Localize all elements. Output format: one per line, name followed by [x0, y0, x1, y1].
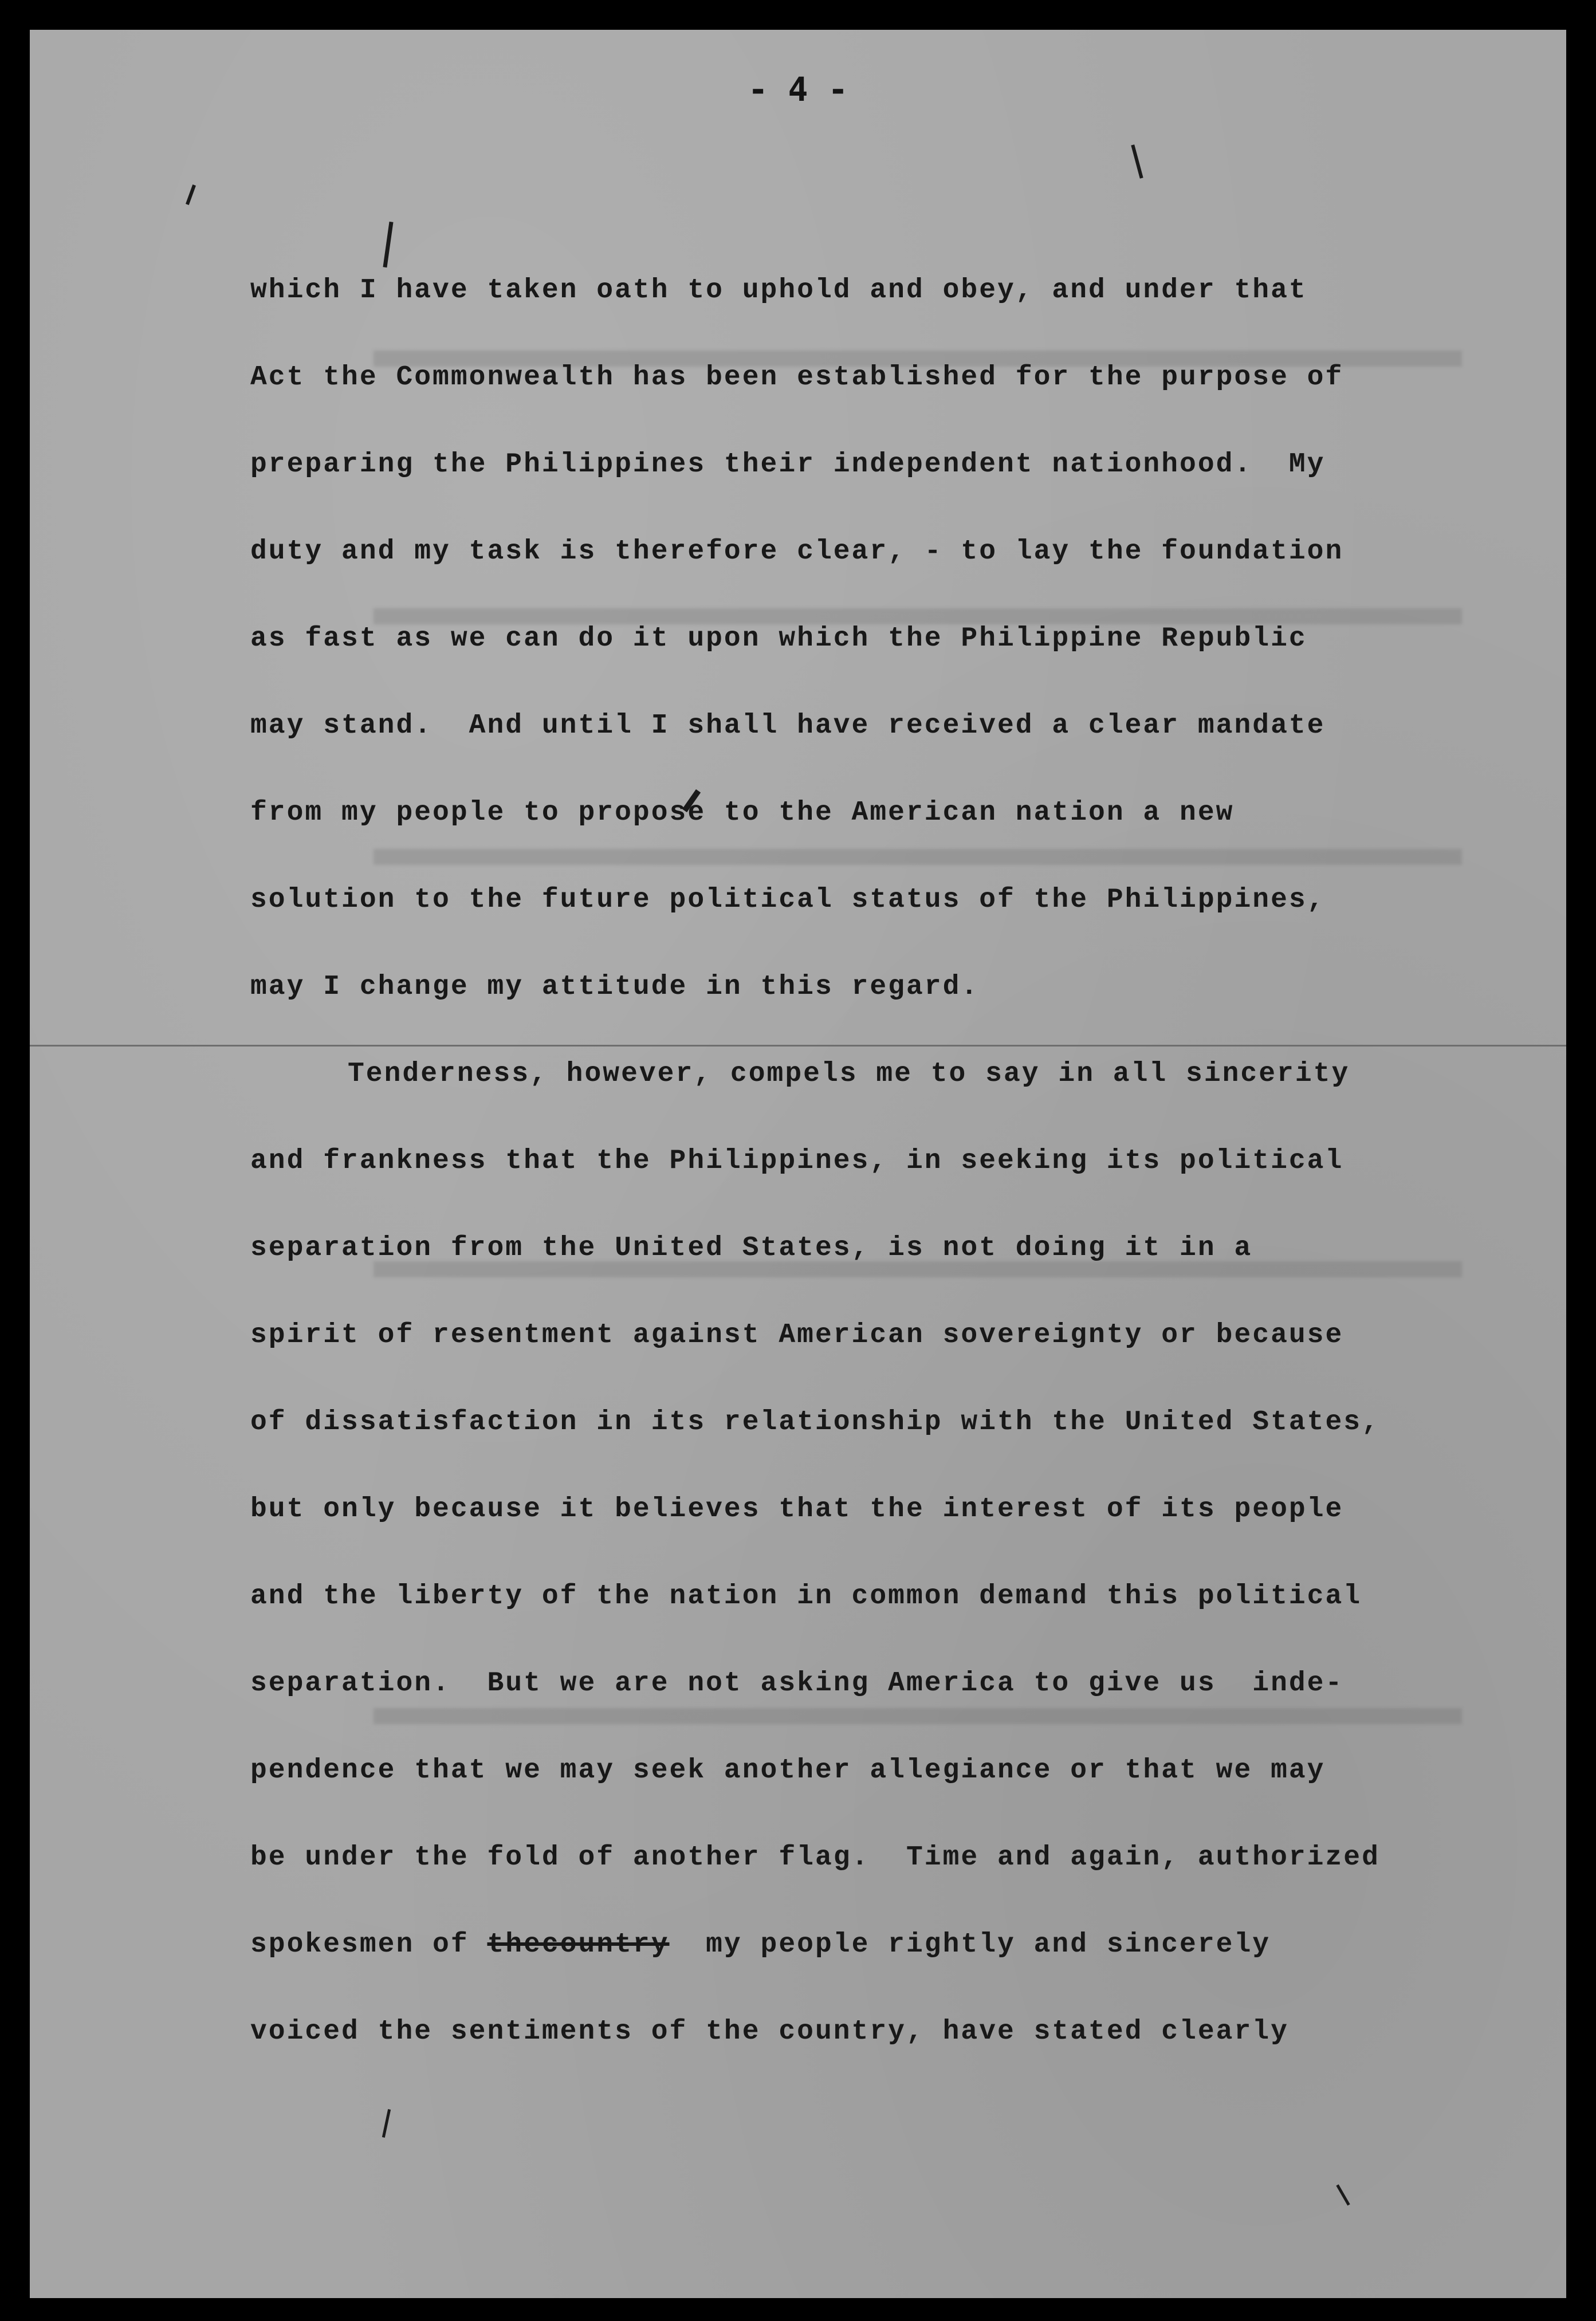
page-number: - 4 - [748, 70, 848, 109]
text-line: Act the Commonwealth has been established for the purpose of [250, 362, 1344, 393]
text-line: of dissatisfaction in its relationship with the United States, [250, 1407, 1380, 1438]
text-line: pendence that we may seek another allegiance or that we may [250, 1755, 1326, 1786]
ink-mark [1131, 144, 1143, 179]
show-through-band [374, 1261, 1462, 1277]
text-line: may I change my attitude in this regard. [250, 971, 980, 1002]
show-through-band [374, 1708, 1462, 1724]
text-line: preparing the Philippines their independent nationhood. My [250, 449, 1326, 480]
text-line: solution to the future political status of the Philippines, [250, 884, 1326, 915]
ink-mark [382, 2109, 391, 2138]
text-line: as fast as we can do it upon which the Philippine Republic [250, 623, 1307, 654]
ink-mark [383, 222, 393, 267]
text-line: from my people to propose to the American nation a new [250, 797, 1235, 828]
text-line: may stand. And until I shall have received a clear mandate [250, 710, 1326, 741]
text-line: spirit of resentment against American sovereignty or because [250, 1320, 1344, 1351]
struck-out-word: thecountry [487, 1929, 670, 1960]
show-through-band [374, 608, 1462, 624]
fold-line [30, 1045, 1566, 1047]
text-line: but only because it believes that the interest of its people [250, 1494, 1344, 1525]
line-segment: my people rightly and sincerely [669, 1929, 1271, 1960]
text-line: separation from the United States, is not doing it in a [250, 1233, 1253, 1264]
text-line: and the liberty of the nation in common demand this political [250, 1581, 1362, 1612]
document-page [30, 30, 1566, 2298]
text-line: Tenderness, however, compels me to say in all sincerity [348, 1059, 1350, 1089]
text-line: which I have taken oath to uphold and obey, and under that [250, 275, 1307, 306]
text-line: separation. But we are not asking America to give us inde- [250, 1668, 1344, 1699]
show-through-band [374, 849, 1462, 865]
text-line: voiced the sentiments of the country, have stated clearly [250, 2016, 1289, 2047]
ink-mark [186, 184, 196, 205]
text-line: and frankness that the Philippines, in seeking its political [250, 1146, 1344, 1177]
text-line-with-strikeout [250, 1929, 1271, 1960]
text-line: duty and my task is therefore clear, - to lay the foundation [250, 536, 1344, 567]
text-line: be under the fold of another flag. Time and again, authorized [250, 1842, 1380, 1873]
line-segment: spokesmen of [250, 1929, 488, 1960]
ink-mark [1336, 2184, 1350, 2205]
